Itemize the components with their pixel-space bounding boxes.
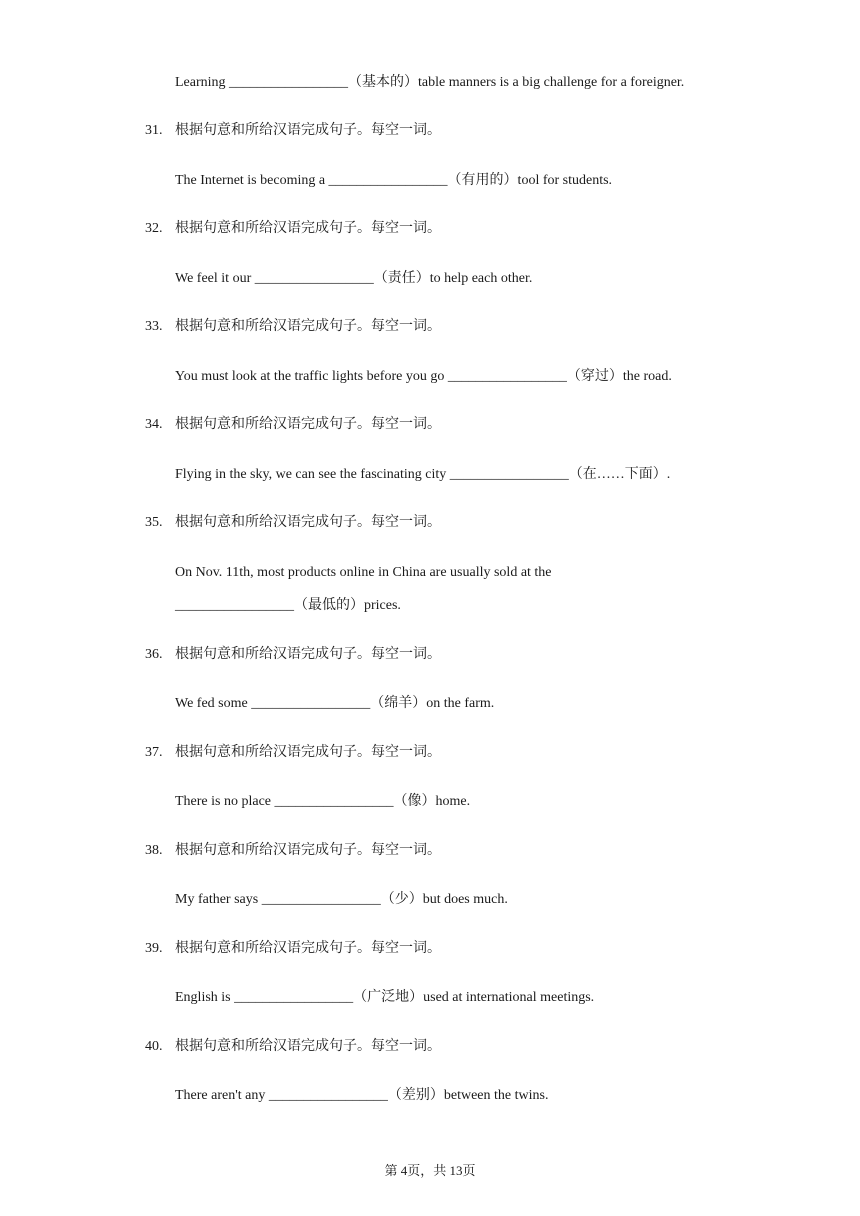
question-33-instruction: 根据句意和所给汉语完成句子。每空一词。 (175, 319, 441, 334)
question-38-sentence: My father says _________________（少）but does much. (175, 892, 508, 907)
question-40-instruction: 根据句意和所给汉语完成句子。每空一词。 (175, 1039, 441, 1054)
question-40-number: 40. (145, 1039, 163, 1054)
question-36-instruction: 根据句意和所给汉语完成句子。每空一词。 (175, 647, 441, 662)
question-35-sentence-line-1: On Nov. 11th, most products online in China are usually sold at the (175, 565, 552, 580)
question-39-sentence: English is _________________（广泛地）used at international meetings. (175, 990, 595, 1005)
question-31-number: 31. (145, 123, 163, 138)
question-40-sentence: There aren't any _________________（差别）between the twins. (175, 1088, 549, 1103)
question-38-number: 38. (145, 843, 163, 858)
question-34-sentence: Flying in the sky, we can see the fascinating city _________________（在……下面）. (175, 467, 671, 482)
question-34-number: 34. (145, 417, 163, 432)
question-34-instruction: 根据句意和所给汉语完成句子。每空一词。 (175, 417, 441, 432)
question-33-number: 33. (145, 319, 163, 334)
question-37-instruction: 根据句意和所给汉语完成句子。每空一词。 (175, 745, 441, 760)
question-36-number: 36. (145, 647, 163, 662)
question-35-sentence-line-2: _________________（最低的）prices. (175, 598, 401, 613)
question-38-instruction: 根据句意和所给汉语完成句子。每空一词。 (175, 843, 441, 858)
page-footer: 第 4页，共 13页 (384, 1163, 476, 1178)
question-32-sentence: We feel it our _________________（责任）to help each other. (175, 271, 533, 286)
question-35-instruction: 根据句意和所给汉语完成句子。每空一词。 (175, 515, 441, 530)
question-32-instruction: 根据句意和所给汉语完成句子。每空一词。 (175, 221, 441, 236)
question-36-sentence: We fed some _________________（绵羊）on the farm. (175, 696, 495, 711)
question-31-sentence: The Internet is becoming a _________________（有用的）tool for students. (175, 173, 613, 188)
question-31-instruction: 根据句意和所给汉语完成句子。每空一词。 (175, 123, 441, 138)
question-37-number: 37. (145, 745, 163, 760)
question-32-number: 32. (145, 221, 163, 236)
question-37-sentence: There is no place _________________（像）home. (175, 794, 471, 809)
question-39-instruction: 根据句意和所给汉语完成句子。每空一词。 (175, 941, 441, 956)
question-35-number: 35. (145, 515, 163, 530)
question-30-sentence: Learning _________________（基本的）table manners is a big challenge for a foreigner. (175, 75, 685, 90)
question-39-number: 39. (145, 941, 163, 956)
question-33-sentence: You must look at the traffic lights before you go _________________（穿过）the road. (175, 369, 672, 384)
